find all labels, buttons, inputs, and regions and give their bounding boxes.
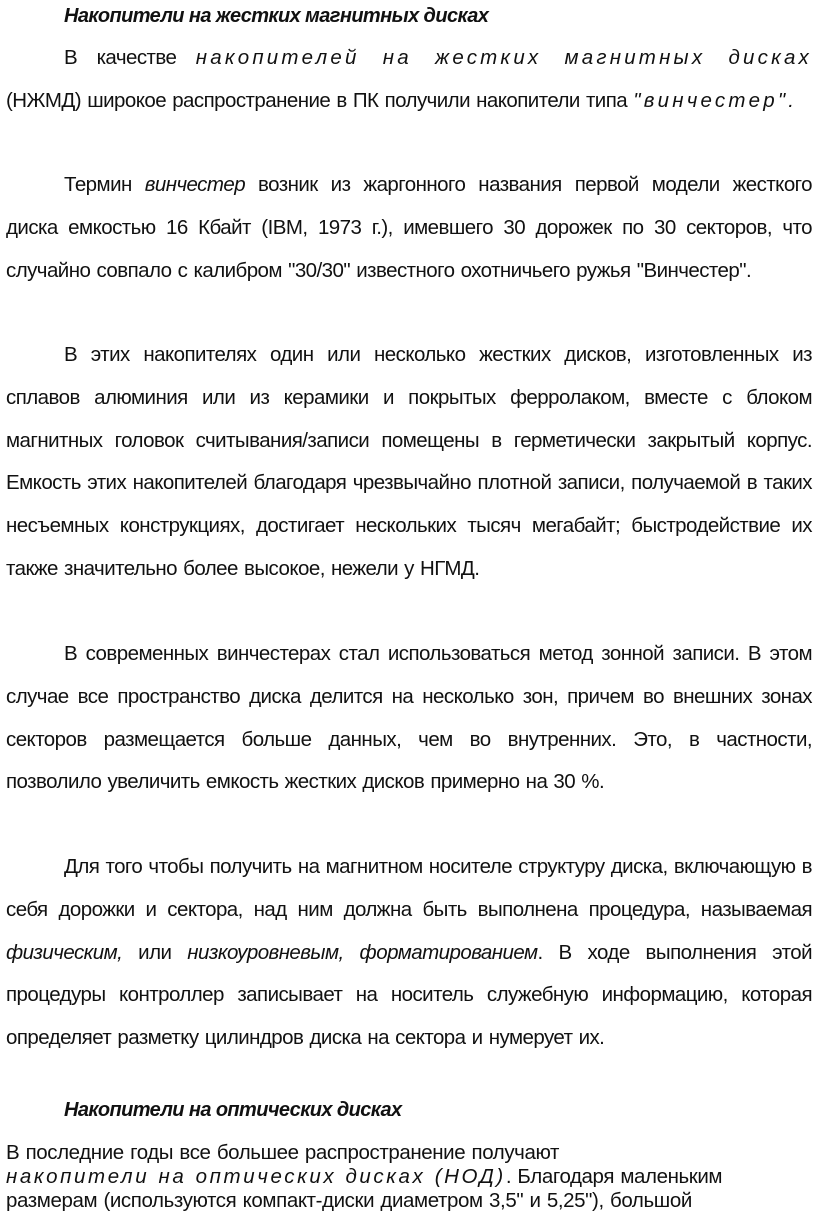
- italic-term: физическим,: [6, 940, 123, 964]
- paragraph-optical-disks: [6, 1141, 812, 1213]
- text-run: или: [122, 940, 188, 964]
- text-run: В качестве: [64, 46, 196, 69]
- text-run: (НЖМД) широкое распространение в ПК получили накопители типа: [6, 88, 634, 112]
- text-run: Термин: [64, 173, 145, 196]
- text-run: . В ходе выполнения этой процедуры контроллер записывает на носитель служебную информацию, которая определяет разметку цилиндров диска на сектора и нумерует их.: [6, 940, 812, 1049]
- spaced-term: накопителей на жестких магнитных дисках: [195, 46, 812, 69]
- italic-term: винчестер: [144, 173, 246, 196]
- text-run: Для того чтобы получить на магнитном носителе структуру диска, включающую в себя дорожки и сектора, над ним должна быть выполнена процедура, называемая: [6, 855, 812, 921]
- paragraph-nzhmd: [6, 37, 812, 123]
- paragraph-construction: В этих накопителях один или несколько жестких дисков, изготовленных из сплавов алюминия или из керамики и покрытых ферролаком, вместе с блоком магнитных головок считывания/записи помещены в герметически закрытый корпус. Емкость этих накопителей благодаря чрезвычайно плотной записи, получаемой в таких несъемных конструкциях, достигает нескольких тысяч мегабайт; быстродействие их также значительно более высокое, нежели у НГМД.: [6, 343, 812, 580]
- paragraph-zone-recording: В современных винчестерах стал использоваться метод зонной записи. В этом случае все пространство диска делится на несколько зон, причем во внешних зонах секторов размещается больше данных, чем во внутренних. Это, в частности, позволило увеличить емкость жестких дисков примерно на 30 %.: [6, 642, 812, 794]
- text-run: возник из жаргонного названия первой модели жесткого диска емкостью 16 Кбайт (IBM, 1973 г.), имевшего 30 дорожек по 30 секторов, что случайно совпало с калибром "30/30" известного охотничьего ружья "Винчестер".: [6, 173, 812, 282]
- italic-term: низкоуровневым, форматированием: [187, 940, 538, 964]
- heading-magnetic-disks: Накопители на жестких магнитных дисках: [64, 5, 489, 27]
- paragraph-winchester-term: [6, 164, 812, 292]
- spaced-term: "винчестер".: [633, 88, 798, 112]
- spaced-term: накопители на оптических дисках (НОД): [6, 1165, 506, 1188]
- heading-optical-disks: Накопители на оптических дисках: [64, 1099, 402, 1121]
- paragraph-formatting: [6, 846, 812, 1060]
- text-run: В последние годы все большее распространение получают: [6, 1141, 559, 1164]
- text-run: . Благодаря маленьким размерам (используются компакт-диски диаметром 3,5" и 5,25"), большой: [6, 1165, 723, 1212]
